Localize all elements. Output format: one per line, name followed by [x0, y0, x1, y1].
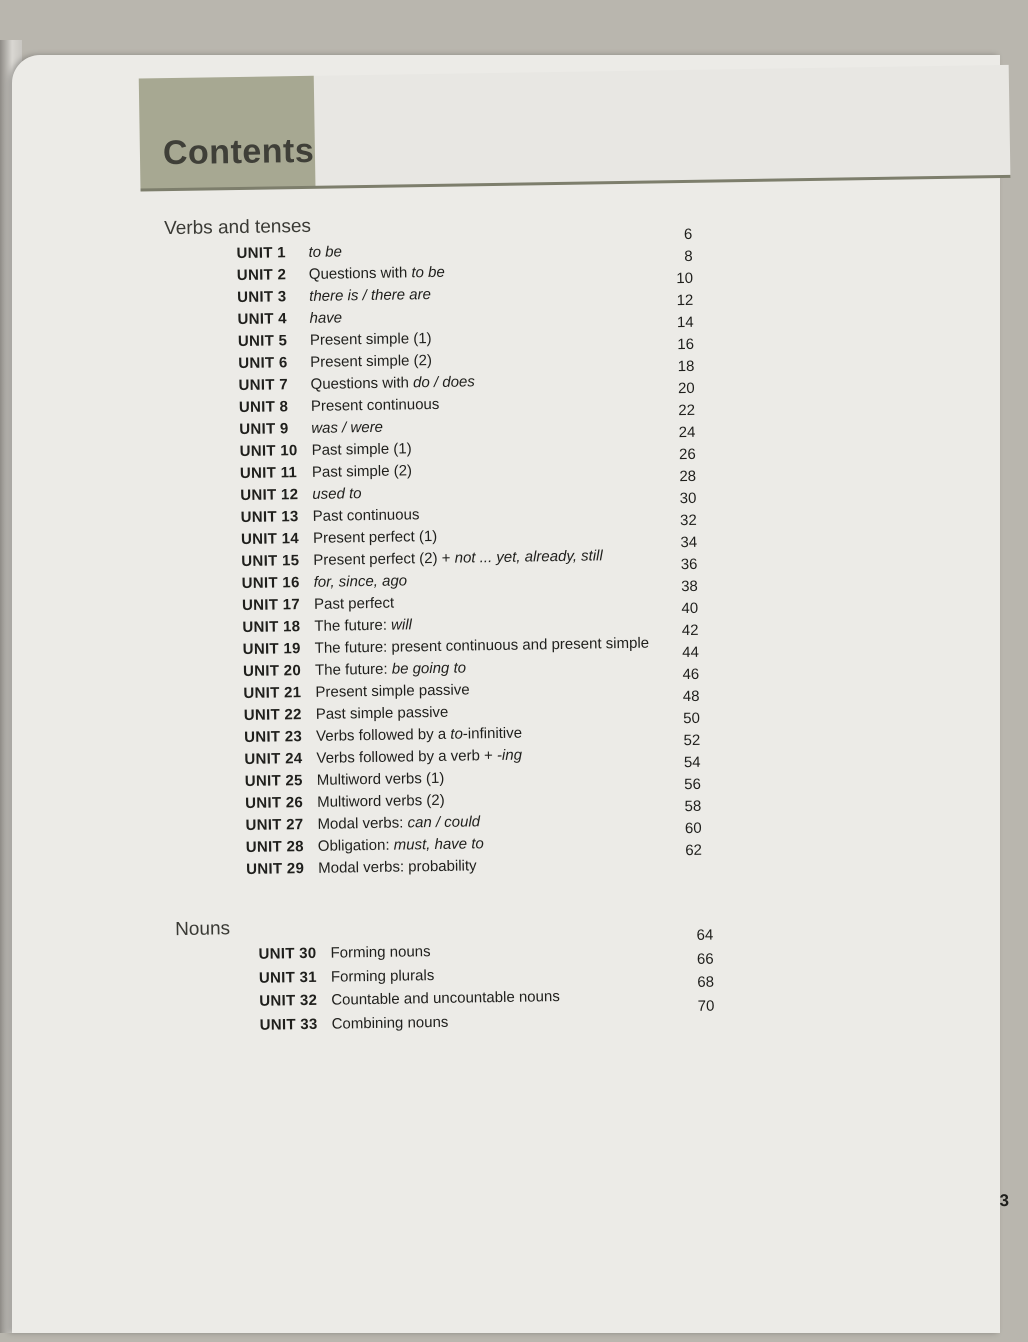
unit-title — [312, 462, 412, 481]
toc-row — [239, 419, 383, 443]
page-ref: 60 — [684, 819, 702, 838]
unit-title — [315, 659, 466, 678]
unit-title — [311, 396, 440, 415]
toc-row — [237, 264, 445, 289]
unit-number: UNIT 24 — [244, 750, 303, 768]
unit-number: UNIT 29 — [246, 860, 305, 878]
unit-title-part: -infinitive — [462, 724, 523, 743]
unit-title — [310, 330, 432, 349]
unit-title-part: -ing — [496, 746, 523, 765]
toc-row — [242, 616, 412, 641]
unit-number: UNIT 33 — [259, 1015, 318, 1034]
toc-row — [240, 462, 412, 487]
page-number: 3 — [999, 1191, 1010, 1211]
unit-number: UNIT 17 — [241, 596, 301, 614]
unit-title — [318, 857, 477, 876]
unit-title-part: Verbs followed by a — [315, 725, 451, 745]
page-ref: 10 — [676, 269, 694, 288]
unit-number: UNIT 12 — [240, 486, 299, 505]
unit-title — [314, 616, 412, 635]
unit-title — [310, 373, 475, 393]
unit-number: UNIT 19 — [242, 640, 301, 658]
unit-title-part: for, since, ago — [313, 572, 408, 591]
unit-number: UNIT 21 — [243, 684, 302, 702]
page-ref: 26 — [678, 445, 696, 464]
toc-row — [236, 243, 342, 267]
page-ref: 44 — [682, 643, 699, 662]
page-ref: 34 — [680, 533, 698, 552]
page-ref: 52 — [683, 731, 701, 750]
toc-row — [245, 792, 445, 817]
unit-title-part: The future: — [314, 660, 392, 679]
unit-title — [310, 352, 432, 371]
page-ref: 12 — [676, 291, 694, 310]
unit-title-part: not ... yet, already, still — [454, 547, 603, 567]
unit-title-part: must, have to — [393, 835, 484, 854]
unit-title-part: Modal verbs: probability — [318, 857, 477, 877]
unit-title — [331, 967, 435, 986]
toc-row — [258, 943, 430, 968]
unit-number: UNIT 1 — [236, 244, 286, 263]
section-heading-verbs-and-tenses: Verbs and tenses — [163, 215, 312, 240]
unit-title-part: The future: present continuous and present simple — [314, 634, 650, 657]
page-ref: 36 — [680, 555, 698, 574]
unit-title — [309, 309, 342, 327]
unit-title — [308, 243, 342, 261]
unit-number: UNIT 27 — [245, 816, 304, 834]
unit-title-part: Past simple passive — [315, 703, 449, 723]
toc-row — [260, 1013, 449, 1038]
page-ref: 46 — [682, 665, 700, 684]
page-ref: 20 — [677, 379, 695, 398]
unit-title-part: can / could — [407, 813, 481, 832]
unit-title-part: Combining nouns — [331, 1013, 449, 1033]
unit-title — [311, 419, 383, 437]
toc-row — [259, 967, 435, 992]
toc-row — [242, 595, 394, 619]
unit-number: UNIT 32 — [259, 991, 318, 1010]
unit-number: UNIT 16 — [241, 574, 300, 592]
toc-row — [259, 988, 560, 1015]
unit-number: UNIT 28 — [245, 838, 304, 856]
toc-row — [242, 572, 408, 597]
unit-number: UNIT 13 — [240, 508, 299, 527]
unit-title-part: was / were — [311, 418, 384, 437]
page-ref: 24 — [678, 423, 696, 442]
unit-title-part: Past perfect — [313, 594, 395, 613]
page-ref: 68 — [697, 973, 715, 991]
unit-title-part: be going to — [391, 659, 467, 678]
unit-number: UNIT 30 — [258, 944, 317, 963]
unit-number: UNIT 4 — [237, 310, 287, 329]
unit-title — [313, 528, 437, 547]
unit-title — [317, 813, 480, 833]
unit-title-part: Multiword verbs (2) — [317, 791, 445, 811]
unit-number: UNIT 10 — [239, 442, 298, 461]
page-ref: 40 — [681, 599, 699, 618]
unit-title-part: to be — [411, 263, 445, 282]
toc-row — [245, 770, 445, 795]
toc-row — [241, 547, 603, 575]
unit-number: UNIT 18 — [242, 618, 301, 636]
page-ref: 22 — [678, 401, 696, 420]
toc-row — [238, 373, 475, 399]
unit-title-part: Present simple (2) — [310, 351, 433, 371]
unit-title — [309, 286, 431, 305]
toc-row — [241, 506, 420, 531]
page-ref: 6 — [683, 225, 693, 244]
unit-number: UNIT 26 — [245, 794, 304, 812]
unit-title — [312, 485, 361, 503]
unit-title-part: Present simple passive — [315, 681, 470, 701]
unit-title-part: The future: — [314, 616, 392, 635]
toc-row — [241, 528, 438, 553]
page-ref: 64 — [696, 926, 714, 944]
unit-title — [314, 595, 394, 613]
unit-number: UNIT 22 — [243, 706, 302, 724]
toc-row — [246, 857, 477, 883]
unit-title — [318, 835, 484, 855]
page-ref: 50 — [683, 709, 701, 728]
toc-row — [239, 440, 411, 465]
toc-row — [239, 396, 440, 421]
unit-title-part: Questions with — [310, 374, 414, 393]
toc-row — [237, 286, 431, 311]
toc-row — [244, 747, 522, 773]
unit-title — [316, 704, 449, 723]
unit-title-part: do / does — [412, 373, 475, 392]
unit-title — [314, 572, 408, 590]
unit-number: UNIT 11 — [239, 464, 298, 483]
page-title: Contents — [162, 131, 315, 173]
page-ref: 30 — [679, 489, 697, 508]
unit-title — [317, 770, 445, 789]
unit-title-part: Present simple (1) — [309, 329, 432, 349]
unit-title-part: Verbs followed by a verb + — [316, 747, 498, 767]
page-ref: 18 — [677, 357, 695, 376]
page-ref: 32 — [679, 511, 697, 530]
page-ref: 48 — [682, 687, 700, 706]
unit-number: UNIT 2 — [236, 266, 287, 285]
unit-number: UNIT 20 — [242, 662, 302, 680]
unit-title — [316, 725, 522, 745]
unit-title — [331, 988, 560, 1009]
unit-title-part: used to — [312, 485, 362, 503]
unit-title-part: Present perfect (2) + — [313, 549, 455, 569]
toc-row — [238, 352, 432, 377]
page-ref: 62 — [685, 841, 703, 860]
unit-number: UNIT 25 — [244, 772, 303, 790]
unit-title-part: Countable and uncountable nouns — [331, 988, 560, 1009]
unit-title-part: to be — [308, 243, 343, 261]
unit-title-part: Forming plurals — [330, 966, 435, 986]
unit-title — [311, 440, 411, 459]
unit-title-part: Obligation: — [317, 836, 394, 855]
unit-number: UNIT 8 — [238, 398, 289, 417]
page-ref: 16 — [677, 335, 695, 354]
unit-number: UNIT 31 — [258, 968, 317, 987]
unit-title-part: Questions with — [308, 264, 412, 283]
unit-title-part: Present perfect (1) — [312, 527, 438, 547]
section-heading-nouns: Nouns — [174, 918, 231, 941]
page-ref: 38 — [680, 577, 698, 596]
unit-title-part: Forming nouns — [330, 943, 431, 962]
unit-title — [313, 547, 603, 569]
unit-title-part: to — [450, 725, 463, 743]
toc-row — [244, 704, 449, 729]
page-ref: 58 — [684, 797, 702, 816]
unit-title-part: Present continuous — [310, 395, 440, 415]
unit-number: UNIT 5 — [237, 332, 288, 351]
unit-title — [313, 506, 420, 525]
page-ref: 28 — [679, 467, 697, 486]
unit-number: UNIT 7 — [238, 376, 289, 395]
unit-title — [331, 1013, 448, 1032]
page-ref: 8 — [684, 247, 693, 266]
unit-number: UNIT 23 — [243, 728, 303, 746]
page-ref: 56 — [684, 775, 702, 794]
unit-title — [317, 792, 445, 811]
unit-number: UNIT 15 — [241, 552, 300, 570]
unit-title-part: will — [390, 616, 413, 634]
unit-title — [315, 681, 469, 700]
page-ref: 14 — [676, 313, 694, 332]
unit-title-part: Past continuous — [312, 506, 420, 525]
unit-number: UNIT 6 — [238, 354, 288, 373]
unit-number: UNIT 9 — [239, 420, 289, 439]
toc-row — [237, 309, 342, 333]
unit-title-part: Multiword verbs (1) — [316, 769, 445, 789]
unit-title — [316, 747, 522, 767]
unit-title-part: Past simple (2) — [311, 462, 413, 481]
page-ref: 42 — [681, 621, 699, 640]
unit-title-part: have — [309, 309, 343, 327]
unit-title — [330, 943, 430, 962]
unit-number: UNIT 14 — [240, 530, 300, 549]
toc-row — [240, 485, 362, 509]
unit-title-part: there is / there are — [309, 285, 432, 305]
page-ref: 54 — [683, 753, 701, 772]
unit-title-part: Modal verbs: — [317, 814, 408, 833]
unit-title-part: Past simple (1) — [311, 440, 412, 459]
unit-title — [309, 264, 445, 283]
page-ref: 66 — [696, 950, 714, 968]
toc-row — [238, 330, 432, 355]
page-ref: 70 — [697, 997, 715, 1015]
unit-number: UNIT 3 — [237, 288, 287, 307]
